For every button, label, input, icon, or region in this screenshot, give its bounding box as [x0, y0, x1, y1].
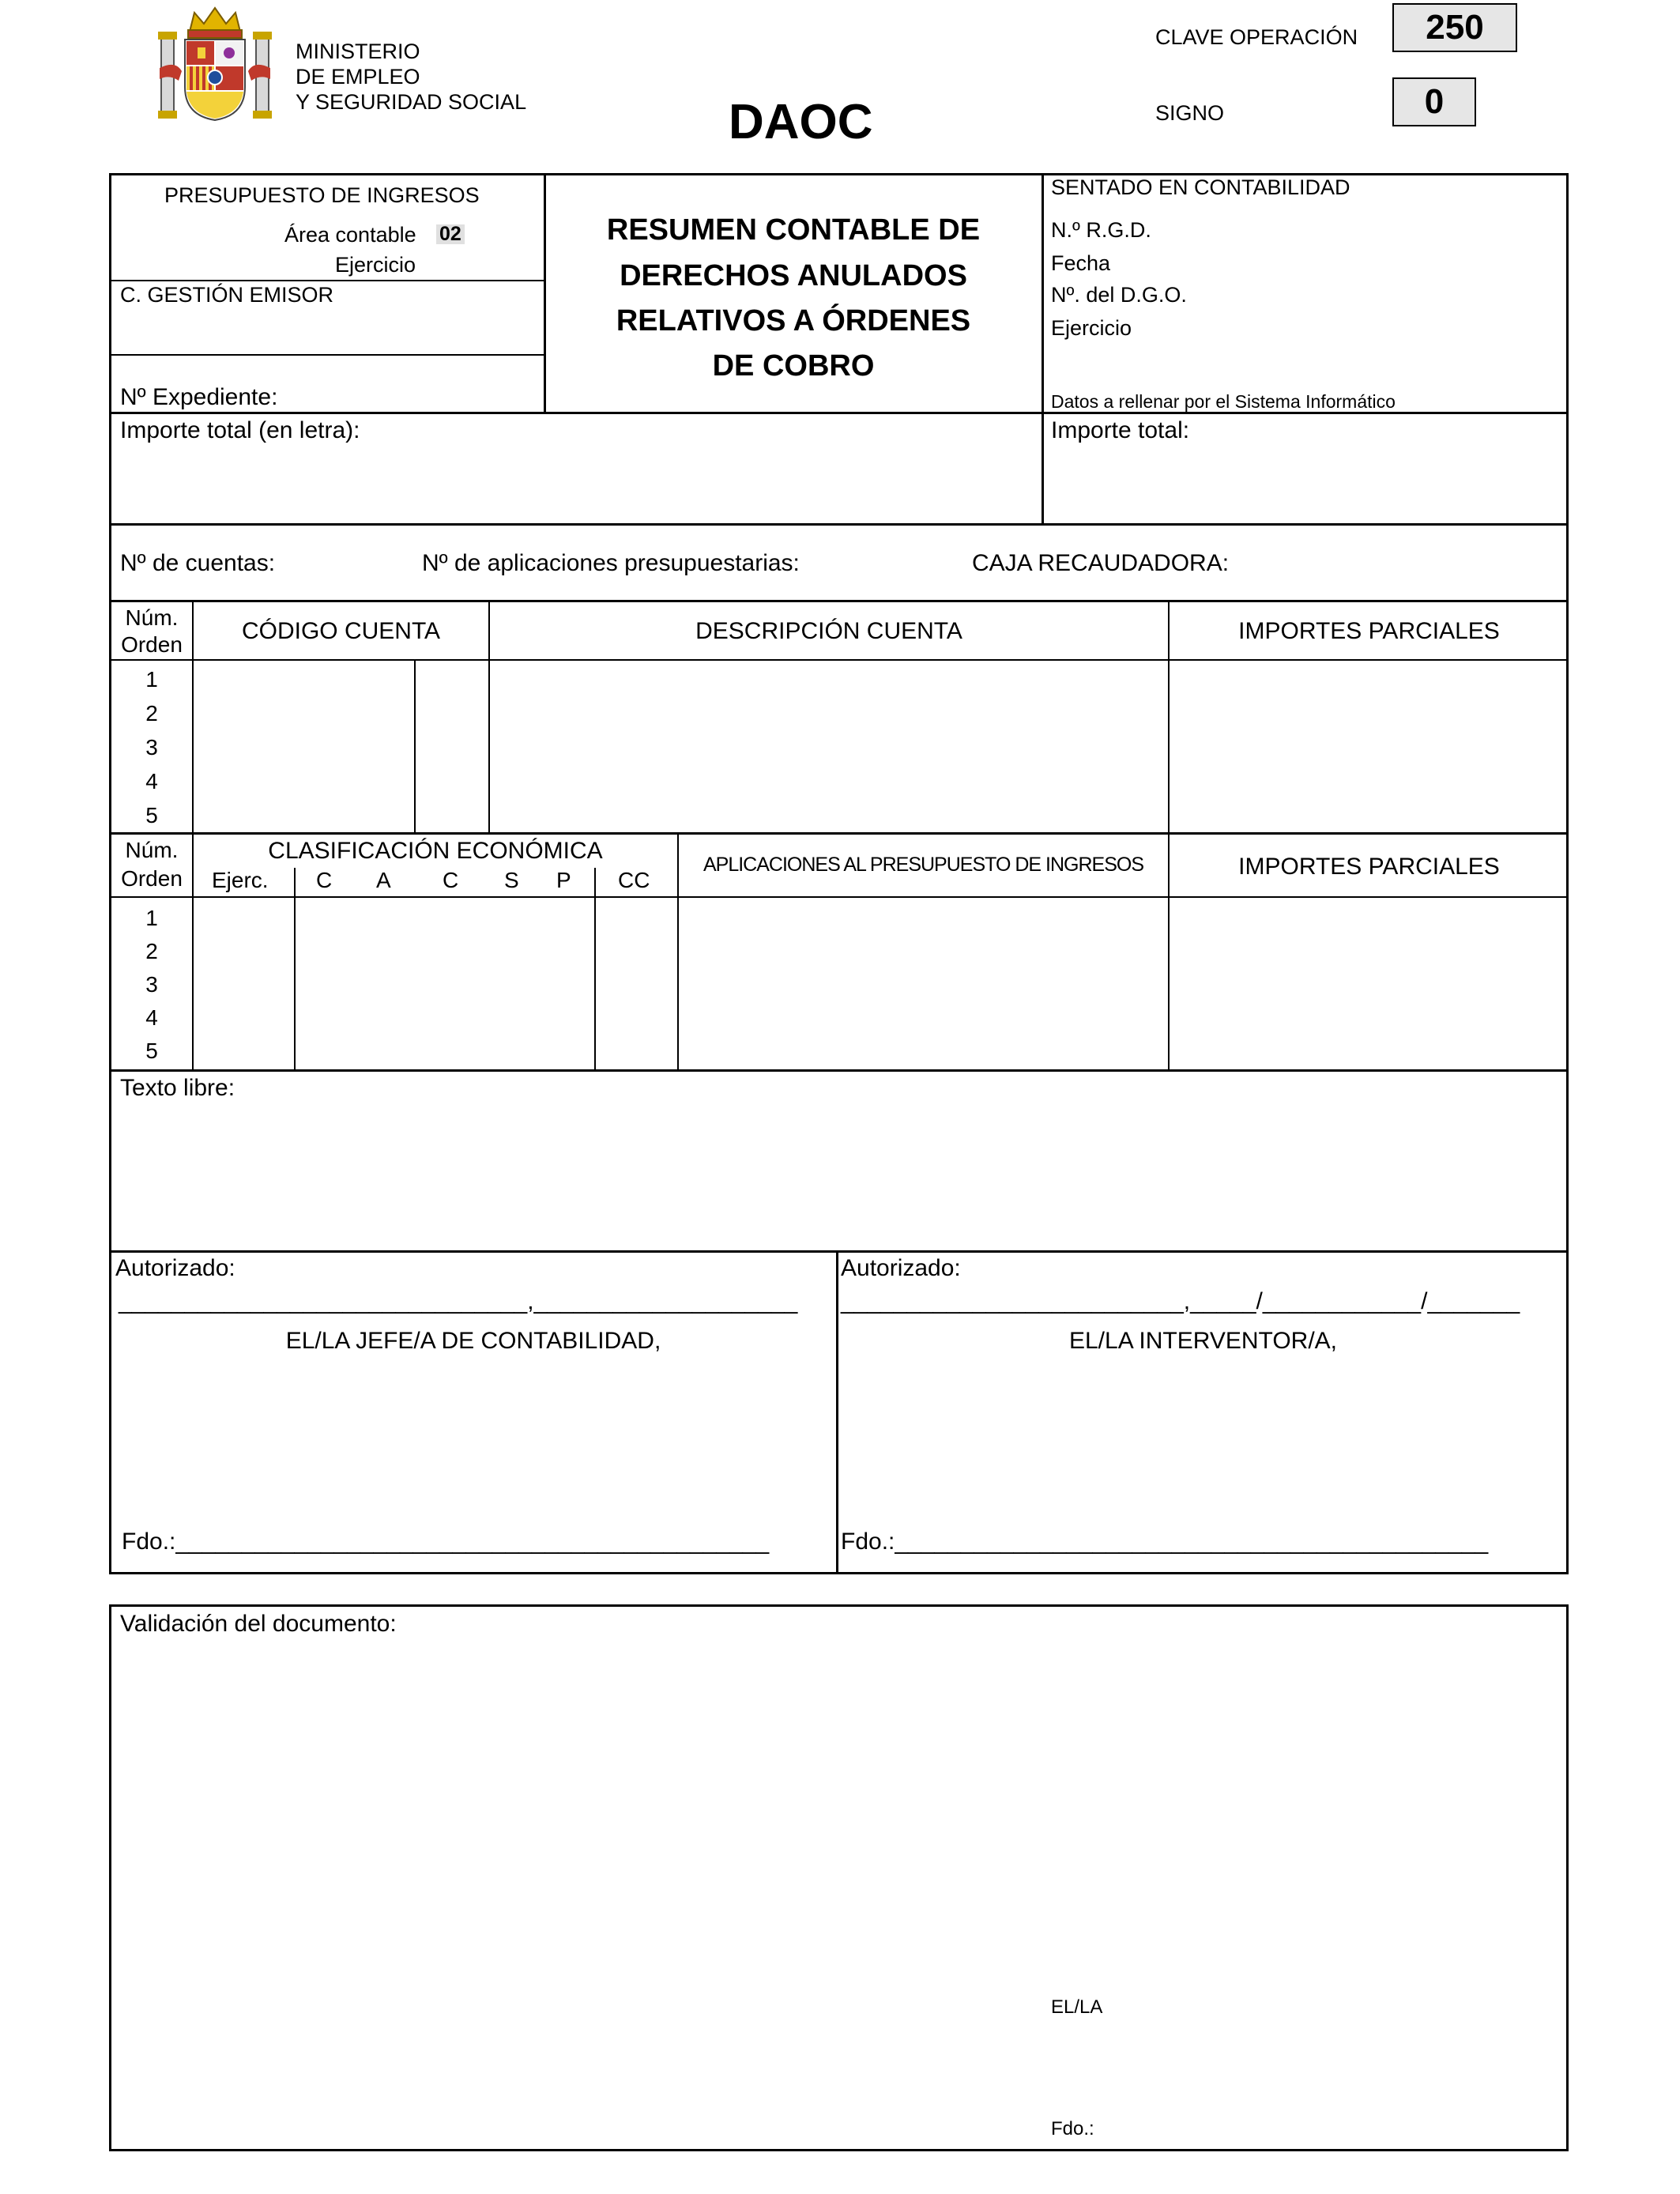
divider: [109, 832, 1569, 835]
t2-c-header: C: [316, 868, 333, 892]
t2-importes-header: IMPORTES PARCIALES: [1238, 854, 1500, 880]
t2-row-num: 3: [145, 972, 158, 997]
t2-row-num: 2: [145, 939, 158, 963]
left-signature-line: _______________________________,____________________: [119, 1288, 798, 1314]
num-aplicaciones-label: Nº de aplicaciones presupuestarias:: [422, 550, 800, 576]
divider: [109, 412, 1569, 414]
divider: [836, 1250, 838, 1574]
t2-row-num: 4: [145, 1005, 158, 1030]
importe-letra-label: Importe total (en letra):: [120, 417, 360, 443]
t1-num-header: Núm.: [125, 605, 179, 630]
texto-libre-label: Texto libre:: [120, 1075, 235, 1101]
t1-row-num: 1: [145, 667, 158, 692]
right-role-label: EL/LA INTERVENTOR/A,: [1068, 1328, 1337, 1354]
t2-num-header: Núm.: [125, 838, 179, 862]
caja-recaudadora-label: CAJA RECAUDADORA:: [972, 550, 1230, 576]
ejercicio-right-label: Ejercicio: [1051, 316, 1132, 340]
divider: [294, 868, 296, 1070]
clave-operacion-label: CLAVE OPERACIÓN: [1155, 25, 1358, 49]
area-contable-label: Área contable: [284, 223, 416, 247]
divider: [594, 868, 596, 1070]
gestion-emisor-label: C. GESTIÓN EMISOR: [120, 283, 334, 307]
dgo-label: Nº. del D.G.O.: [1051, 283, 1187, 307]
ministry-line-1: MINISTERIO: [296, 40, 420, 63]
t2-p-header: P: [556, 868, 571, 892]
t2-clasificacion-header: CLASIFICACIÓN ECONÓMICA: [268, 838, 603, 864]
divider: [109, 523, 1569, 526]
sentado-contabilidad: SENTADO EN CONTABILIDAD: [1051, 175, 1350, 199]
t2-row-num: 5: [145, 1039, 158, 1063]
t1-row-num: 5: [145, 803, 158, 827]
t2-c2-header: C: [443, 868, 459, 892]
left-fdo-line: Fdo.:_____________________________________________: [122, 1529, 770, 1555]
ejercicio-label: Ejercicio: [335, 253, 416, 277]
validacion-fdo-label: Fdo.:: [1051, 2118, 1094, 2139]
divider: [109, 354, 545, 356]
t2-orden-header: Orden: [121, 866, 183, 891]
validacion-ella-label: EL/LA: [1051, 1996, 1103, 2018]
form-title-line-1: RESUMEN CONTABLE DE: [606, 213, 981, 247]
validacion-label: Validación del documento:: [120, 1611, 397, 1637]
right-autorizado-label: Autorizado:: [841, 1255, 961, 1281]
ministry-line-3: Y SEGURIDAD SOCIAL: [296, 90, 527, 114]
t2-row-num: 1: [145, 906, 158, 930]
clave-operacion-value: 250: [1392, 3, 1517, 52]
t1-row-num: 2: [145, 701, 158, 726]
divider: [109, 896, 1569, 898]
area-contable-value: 02: [436, 224, 465, 244]
t2-aplicaciones-header: APLICACIONES AL PRESUPUESTO DE INGRESOS: [703, 854, 1143, 876]
divider: [1042, 173, 1044, 525]
presupuesto-ingresos: PRESUPUESTO DE INGRESOS: [164, 183, 480, 207]
left-role-label: EL/LA JEFE/A DE CONTABILIDAD,: [285, 1328, 661, 1354]
form-title-line-4: DE COBRO: [712, 349, 875, 383]
right-fdo-line: Fdo.:_____________________________________________: [841, 1529, 1489, 1555]
divider: [109, 600, 1569, 602]
doc-code: DAOC: [729, 95, 873, 149]
divider: [109, 1069, 1569, 1072]
t1-importes-header: IMPORTES PARCIALES: [1238, 618, 1500, 644]
divider: [109, 659, 1569, 661]
coat-of-arms-logo: [158, 5, 272, 122]
t1-descripcion-header: DESCRIPCIÓN CUENTA: [695, 618, 962, 644]
form-title-line-3: RELATIVOS A ÓRDENES: [616, 304, 971, 337]
validacion-frame: [109, 1604, 1569, 2151]
t2-cc-header: CC: [618, 868, 650, 892]
t1-codigo-header: CÓDIGO CUENTA: [241, 618, 441, 644]
num-cuentas-label: Nº de cuentas:: [120, 550, 276, 576]
sistema-note: Datos a rellenar por el Sistema Informático: [1051, 391, 1396, 412]
t2-ejerc-header: Ejerc.: [212, 868, 269, 892]
expediente-label: Nº Expediente:: [120, 384, 278, 410]
t1-row-num: 3: [145, 735, 158, 760]
divider: [109, 1250, 1569, 1253]
t2-a-header: A: [376, 868, 391, 892]
form-title-line-2: DERECHOS ANULADOS: [620, 259, 967, 292]
rgd-label: N.º R.G.D.: [1051, 218, 1151, 242]
divider: [109, 280, 545, 281]
divider: [414, 659, 416, 833]
importe-total-label: Importe total:: [1051, 417, 1190, 443]
signo-label: SIGNO: [1155, 101, 1225, 125]
fecha-label: Fecha: [1051, 251, 1111, 275]
right-signature-line: __________________________,_____/____________/_______: [841, 1288, 1520, 1314]
signo-value: 0: [1392, 77, 1476, 126]
t1-row-num: 4: [145, 769, 158, 794]
left-autorizado-label: Autorizado:: [115, 1255, 235, 1281]
t1-orden-header: Orden: [121, 632, 183, 657]
ministry-line-2: DE EMPLEO: [296, 65, 420, 89]
t2-s-header: S: [504, 868, 519, 892]
